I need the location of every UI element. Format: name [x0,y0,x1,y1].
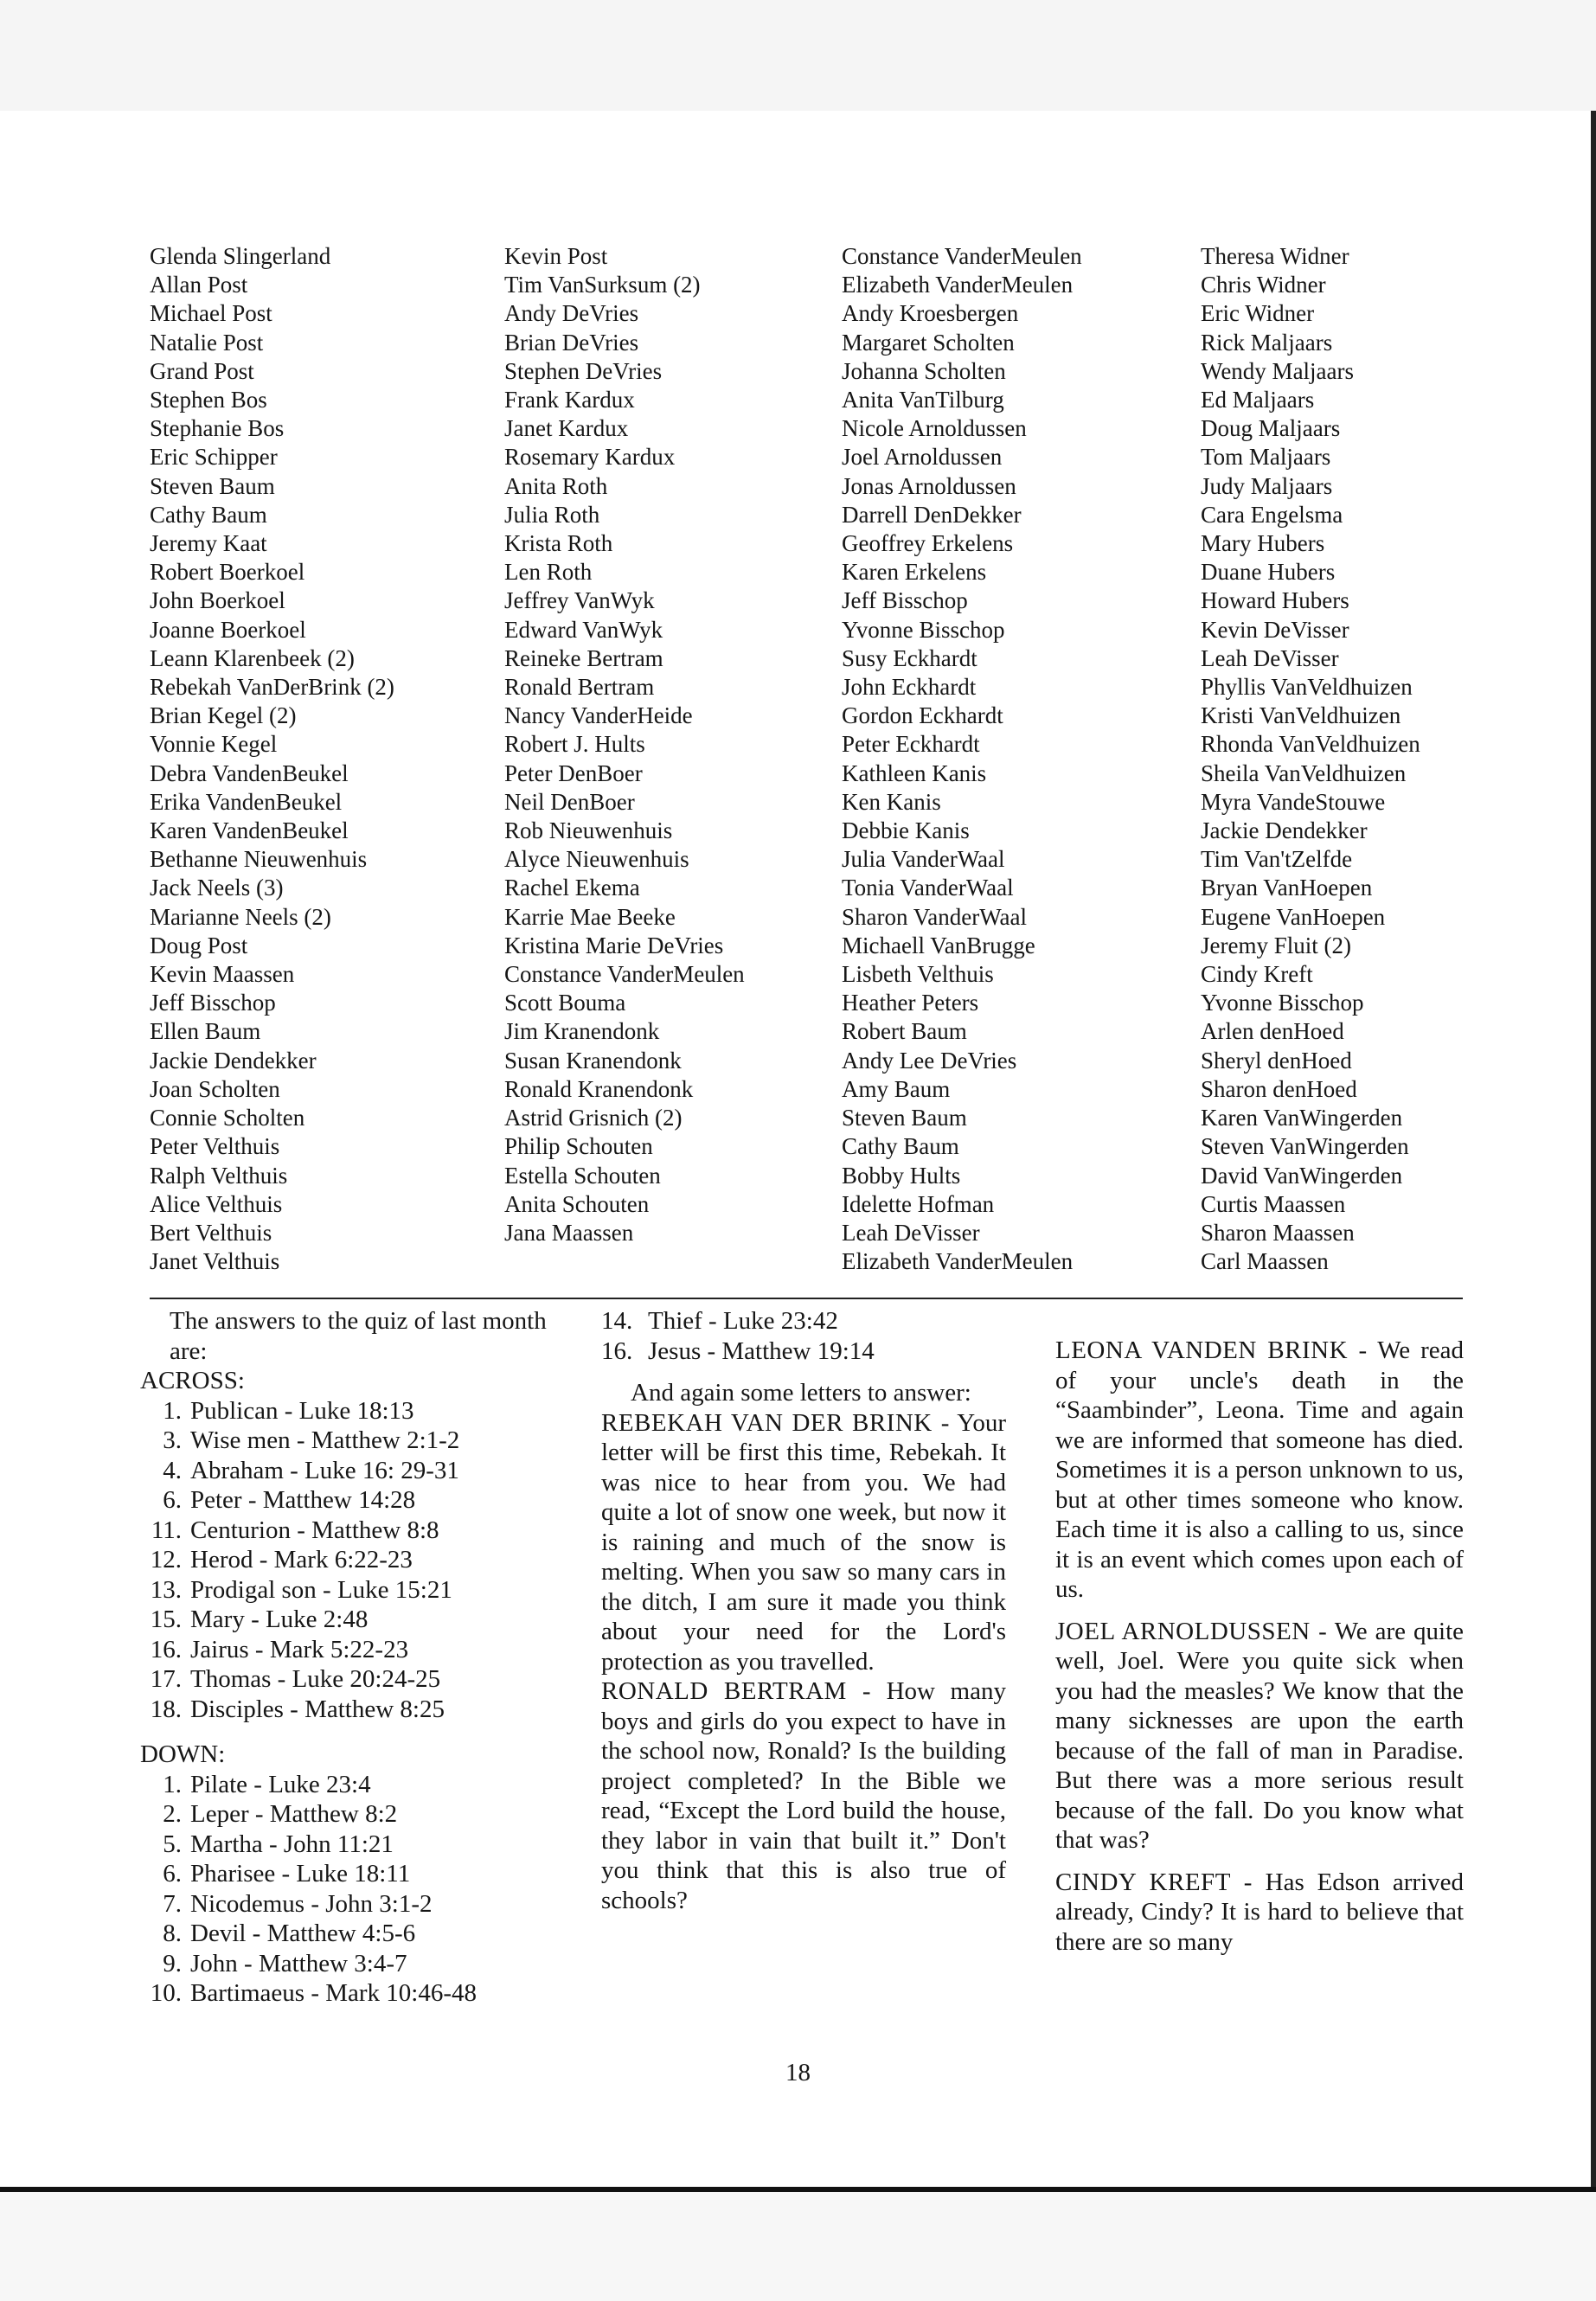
quiz-answer [140,1516,564,1546]
name-entry: Susan Kranendonk [504,1047,682,1074]
name-entry: Robert Baum [842,1018,967,1045]
quiz-answer-text: Martha - John 11:21 [190,1830,394,1858]
names-column-2 [504,242,745,1247]
quiz-answer [140,1695,564,1725]
quiz-answer [140,1859,564,1889]
quiz-answer-number: 13. [150,1575,182,1604]
quiz-answer [140,1485,564,1516]
name-entry: Joanne Boerkoel [150,616,306,643]
name-entry: Amy Baum [842,1075,951,1102]
name-entry: Anita VanTilburg [842,387,1004,413]
name-entry: Gordon Eckhardt [842,702,1003,729]
name-entry: Jeff Bisschop [150,990,276,1016]
name-entry: Anita Schouten [504,1190,650,1217]
name-entry: Debbie Kanis [842,817,970,844]
name-entry: Peter Eckhardt [842,731,980,758]
name-entry: Rachel Ekema [504,875,640,901]
quiz-answer-text: Jairus - Mark 5:22-23 [190,1635,409,1663]
letters-column-middle [601,1306,1006,1915]
name-entry: Darrell DenDekker [842,501,1022,528]
quiz-answer-number: 2. [163,1800,182,1828]
name-entry: Allan Post [150,272,248,298]
name-entry: Ed Maljaars [1201,387,1315,413]
name-entry: Kevin DeVisser [1201,616,1349,643]
name-entry: Tonia VanderWaal [842,875,1014,901]
name-entry: Karrie Mae Beeke [504,903,676,930]
name-entry: Alice Velthuis [150,1190,283,1217]
quiz-answer-number: 6. [163,1486,182,1514]
name-entry: Duane Hubers [1201,559,1336,586]
name-entry: Jana Maassen [504,1219,634,1246]
name-entry: Bobby Hults [842,1162,961,1189]
name-entry: Ronald Bertram [504,674,655,701]
name-entry: Tim VanSurksum (2) [504,272,701,298]
name-entry: Brian DeVries [504,329,639,356]
name-entry: Sheryl denHoed [1201,1047,1352,1074]
name-entry: Brian Kegel (2) [150,702,297,729]
quiz-answer-number: 6. [163,1860,182,1888]
name-entry: Cathy Baum [842,1133,959,1160]
letter-rebekah-name: REBEKAH VAN DER BRINK - [601,1408,950,1437]
quiz-answer [140,1664,564,1695]
name-entry: Reineke Bertram [504,644,663,671]
name-entry: Constance VanderMeulen [842,243,1082,269]
name-entry: Margaret Scholten [842,329,1015,356]
quiz-answer [140,1635,564,1665]
quiz-answer-number: 8. [163,1920,182,1947]
name-entry: Ralph Velthuis [150,1162,288,1189]
name-entry: Johanna Scholten [842,357,1006,384]
quiz-answer-number: 11. [151,1516,182,1544]
name-entry: Heather Peters [842,990,979,1016]
name-entry: Philip Schouten [504,1133,653,1160]
name-entry: Rick Maljaars [1201,329,1333,356]
name-entry: Rhonda VanVeldhuizen [1201,731,1420,758]
section-divider [150,1298,1463,1299]
name-entry: Debra VandenBeukel [150,760,349,786]
name-entry: Cathy Baum [150,501,267,528]
name-entry: Sharon denHoed [1201,1075,1357,1102]
name-entry: Marianne Neels (2) [150,903,331,930]
name-entry: Len Roth [504,559,593,586]
name-entry: Leann Klarenbeek (2) [150,644,355,671]
name-entry: Sharon VanderWaal [842,903,1028,930]
name-entry: Leah DeVisser [1201,644,1339,671]
name-entry: Bryan VanHoepen [1201,875,1373,901]
quiz-answer [140,1919,564,1949]
names-column-4 [1201,242,1420,1276]
quiz-answer-text: Jesus - Matthew 19:14 [648,1336,875,1365]
name-entry: Karen Erkelens [842,559,987,586]
quiz-answer-text: Wise men - Matthew 2:1-2 [190,1426,460,1454]
name-entry: Carl Maassen [1201,1248,1329,1275]
name-entry: Frank Kardux [504,387,635,413]
name-entry: Elizabeth VanderMeulen [842,272,1074,298]
letter-leona [1055,1336,1464,1605]
quiz-answer-number: 16. [601,1336,633,1365]
name-entry: Peter Velthuis [150,1133,280,1160]
name-entry: Cindy Kreft [1201,961,1313,988]
name-entry: Andy DeVries [504,300,639,327]
quiz-answers-column [140,1306,564,2009]
name-entry: Peter DenBoer [504,760,643,786]
quiz-answer-number: 16. [150,1635,182,1663]
quiz-answer-text: Publican - Luke 18:13 [190,1396,414,1425]
name-entry: Judy Maljaars [1201,472,1333,499]
letter-cindy-name: CINDY KREFT - [1055,1868,1253,1896]
name-entry: Bethanne Nieuwenhuis [150,846,368,873]
name-entry: Kevin Maassen [150,961,295,988]
quiz-answer [140,1456,564,1486]
letters-intro: And again some letters to answer: [631,1379,971,1407]
name-entry: John Boerkoel [150,587,285,614]
name-entry: Stephanie Bos [150,415,285,442]
quiz-answer-number: 9. [163,1949,182,1977]
quiz-answer-number: 1. [163,1770,182,1798]
name-entry: Sharon Maassen [1201,1219,1355,1246]
quiz-answer-text: Pharisee - Luke 18:11 [190,1860,411,1888]
name-entry: Jackie Dendekker [1201,817,1368,844]
name-entry: Joan Scholten [150,1075,280,1102]
quiz-answer [140,1830,564,1860]
name-entry: Natalie Post [150,329,264,356]
name-entry: Doug Post [150,932,248,958]
name-entry: Tim Van'tZelfde [1201,846,1353,873]
name-entry: Eugene VanHoepen [1201,903,1386,930]
quiz-answer [140,1949,564,1979]
name-entry: Susy Eckhardt [842,644,977,671]
letter-ronald-name: RONALD BERTRAM - [601,1677,872,1705]
quiz-answer-number: 4. [163,1456,182,1484]
quiz-answer-text: Disciples - Matthew 8:25 [190,1695,445,1723]
name-entry: Julia Roth [504,501,600,528]
quiz-answer [140,1770,564,1800]
scan-top-margin [0,0,1596,111]
name-entry: John Eckhardt [842,674,977,701]
quiz-answer-text: Pilate - Luke 23:4 [190,1770,371,1798]
down-answers-continued [601,1306,1006,1366]
name-entry: Ken Kanis [842,788,941,815]
name-entry: Nancy VanderHeide [504,702,693,729]
quiz-answer [140,1396,564,1426]
quiz-answer-text: Bartimaeus - Mark 10:46-48 [190,1979,478,2007]
name-entry: Lisbeth Velthuis [842,961,994,988]
page-right-edge [1591,111,1596,2192]
name-entry: Theresa Widner [1201,243,1349,269]
name-entry: Howard Hubers [1201,587,1349,614]
down-label: DOWN: [140,1740,226,1768]
name-entry: Astrid Grisnich (2) [504,1105,683,1131]
name-entry: Stephen Bos [150,387,267,413]
name-entry: Stephen DeVries [504,357,663,384]
page-number: 18 [785,2059,811,2086]
quiz-answer [601,1336,1006,1367]
name-entry: Arlen denHoed [1201,1018,1344,1045]
name-entry: Doug Maljaars [1201,415,1341,442]
quiz-answer-text: Herod - Mark 6:22-23 [190,1546,413,1574]
letter-joel [1055,1617,1464,1856]
name-entry: Krista Roth [504,530,613,557]
name-entry: Jackie Dendekker [150,1047,317,1074]
quiz-answer-number: 1. [163,1396,182,1425]
name-entry: Rosemary Kardux [504,444,676,471]
name-entry: Rob Nieuwenhuis [504,817,673,844]
name-entry: Ronald Kranendonk [504,1075,694,1102]
letter-rebekah [601,1408,1006,1677]
scan-bottom-margin [0,2192,1596,2301]
name-entry: Robert Boerkoel [150,559,305,586]
quiz-answer-number: 18. [150,1695,182,1723]
name-entry: Andy Lee DeVries [842,1047,1017,1074]
down-answers [140,1770,564,2009]
name-entry: Janet Kardux [504,415,629,442]
name-entry: Mary Hubers [1201,530,1325,557]
name-entry: Jeremy Kaat [150,530,267,557]
name-entry: Bert Velthuis [150,1219,272,1246]
name-entry: Julia VanderWaal [842,846,1005,873]
name-entry: Jack Neels (3) [150,875,284,901]
name-entry: Kristi VanVeldhuizen [1201,702,1401,729]
quiz-answer-text: Thief - Luke 23:42 [648,1307,838,1335]
name-entry: Geoffrey Erkelens [842,530,1014,557]
name-entry: Jeffrey VanWyk [504,587,655,614]
name-entry: Kevin Post [504,243,608,269]
name-entry: Eric Schipper [150,444,278,471]
name-entry: Myra VandeStouwe [1201,788,1386,815]
quiz-answer-text: Thomas - Luke 20:24-25 [190,1665,441,1693]
quiz-answer-number: 10. [150,1979,182,2007]
name-entry: Jeremy Fluit (2) [1201,932,1351,958]
name-entry: Connie Scholten [150,1105,305,1131]
name-entry: Karen VandenBeukel [150,817,349,844]
quiz-answer-text: Leper - Matthew 8:2 [190,1800,398,1828]
name-entry: Yvonne Bisschop [842,616,1005,643]
quiz-answer [140,1799,564,1830]
name-entry: Michaell VanBrugge [842,932,1035,958]
quiz-intro: The answers to the quiz of last month are: [170,1307,547,1365]
name-entry: Sheila VanVeldhuizen [1201,760,1407,786]
name-entry: Leah DeVisser [842,1219,980,1246]
name-entry: Wendy Maljaars [1201,357,1355,384]
name-entry: Steven VanWingerden [1201,1133,1409,1160]
quiz-answer-number: 14. [601,1307,633,1335]
quiz-answer-text: Nicodemus - John 3:1-2 [190,1889,433,1918]
name-entry: Karen VanWingerden [1201,1105,1403,1131]
name-entry: Rebekah VanDerBrink (2) [150,674,394,701]
quiz-answer-text: Devil - Matthew 4:5-6 [190,1920,416,1947]
name-entry: Janet Velthuis [150,1248,280,1275]
name-entry: Michael Post [150,300,272,327]
quiz-answer-number: 3. [163,1426,182,1454]
names-column-1 [150,242,394,1276]
quiz-answer [140,1978,564,2009]
quiz-answer-text: Centurion - Matthew 8:8 [190,1516,439,1544]
quiz-answer [140,1889,564,1920]
name-entry: Grand Post [150,357,254,384]
name-entry: Jonas Arnoldussen [842,472,1016,499]
quiz-answer-number: 5. [163,1830,182,1858]
name-entry: Jim Kranendonk [504,1018,660,1045]
quiz-answer-text: Prodigal son - Luke 15:21 [190,1575,452,1604]
letter-rebekah-body: Your letter will be first this time, Rebekah. It was nice to hear from you. We had quite a lot of snow one week, but now it is raining and much of the snow is melting. When you saw so many cars in the ditch, I am sure it made you think about your need for the Lord's protection as you travelled. [601,1408,1006,1676]
name-entry: Yvonne Bisschop [1201,990,1364,1016]
name-entry: Eric Widner [1201,300,1315,327]
name-entry: Tom Maljaars [1201,444,1331,471]
quiz-answer [140,1426,564,1456]
quiz-answer [140,1545,564,1575]
quiz-answer-text: Mary - Luke 2:48 [190,1606,369,1633]
quiz-answer [601,1306,1006,1336]
name-entry: Elizabeth VanderMeulen [842,1248,1074,1275]
quiz-answer [140,1575,564,1606]
across-label: ACROSS: [140,1367,245,1394]
name-entry: Chris Widner [1201,272,1326,298]
name-entry: Ellen Baum [150,1018,261,1045]
name-entry: Edward VanWyk [504,616,663,643]
name-entry: Steven Baum [150,472,275,499]
name-entry: David VanWingerden [1201,1162,1403,1189]
name-entry: Curtis Maassen [1201,1190,1346,1217]
name-entry: Alyce Nieuwenhuis [504,846,689,873]
quiz-answer-number: 12. [150,1546,182,1574]
name-entry: Scott Bouma [504,990,626,1016]
letter-leona-name: LEONA VANDEN BRINK - [1055,1336,1368,1364]
name-entry: Robert J. Hults [504,731,645,758]
name-entry: Cara Engelsma [1201,501,1343,528]
name-entry: Vonnie Kegel [150,731,278,758]
quiz-answer-text: John - Matthew 3:4-7 [190,1949,407,1977]
quiz-answer-number: 7. [163,1889,182,1918]
name-entry: Erika VandenBeukel [150,788,343,815]
name-entry: Kristina Marie DeVries [504,932,724,958]
name-entry: Kathleen Kanis [842,760,987,786]
name-entry: Neil DenBoer [504,788,635,815]
letter-ronald [601,1676,1006,1915]
letters-column-right [1055,1306,1464,1957]
letter-leona-body: We read of your uncle's death in the “Saambinder”, Leona. Time and again we are informed that someone has died. Sometimes it is a person unknown to us, but at other times someone who know. Each time it is also a calling to us, since it is an event which comes upon each of us. [1055,1336,1465,1603]
letter-ronald-body: How many boys and girls do you expect to have in the school now, Ronald? Is the building project completed? In the Bible we read, “Except the Lord build the house, they labor in vain that built it.” Don't you think that this is also true of schools? [601,1677,1006,1914]
name-entry: Jeff Bisschop [842,587,968,614]
name-entry: Constance VanderMeulen [504,961,745,988]
name-entry: Joel Arnoldussen [842,444,1003,471]
name-entry: Andy Kroesbergen [842,300,1019,327]
quiz-answer [140,1605,564,1635]
quiz-answer-number: 15. [150,1606,182,1633]
quiz-answer-text: Abraham - Luke 16: 29-31 [190,1456,459,1484]
name-entry: Nicole Arnoldussen [842,415,1027,442]
name-entry: Anita Roth [504,472,608,499]
name-entry: Idelette Hofman [842,1190,995,1217]
name-entry: Estella Schouten [504,1162,661,1189]
across-answers [140,1396,564,1725]
quiz-answer-text: Peter - Matthew 14:28 [190,1486,416,1514]
name-entry: Phyllis VanVeldhuizen [1201,674,1413,701]
letter-joel-body: We are quite well, Joel. Were you quite sick when you had the measles? We know that the many sicknesses are upon the earth because of the fall of man in Paradise. But there was a more serious result because of the fall. Do you know what that was? [1055,1617,1464,1854]
name-entry: Steven Baum [842,1105,967,1131]
letter-joel-name: JOEL ARNOLDUSSEN - [1055,1617,1328,1645]
name-entry: Glenda Slingerland [150,243,331,269]
names-column-3 [842,242,1082,1276]
quiz-answer-number: 17. [150,1665,182,1693]
letter-cindy-body: Has Edson arrived already, Cindy? It is hard to believe that there are so many [1055,1868,1465,1956]
letter-cindy [1055,1868,1464,1958]
